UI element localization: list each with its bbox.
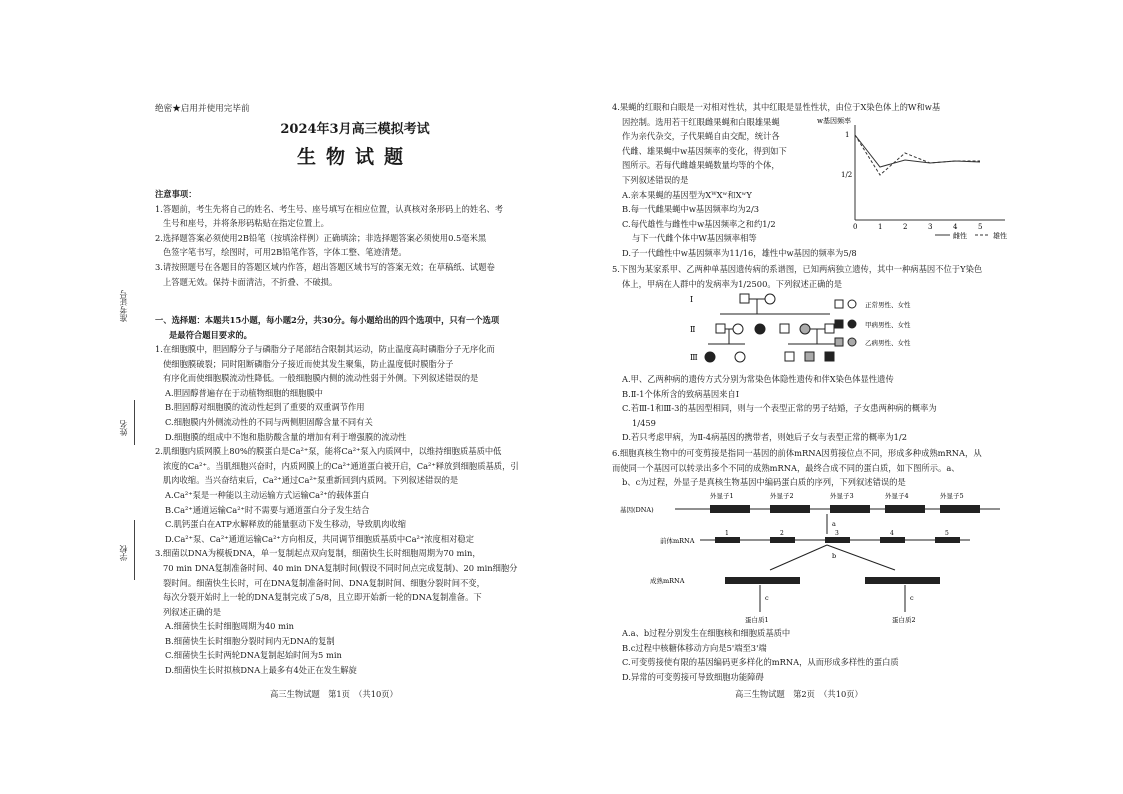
q4-line: 下列叙述错误的是 bbox=[622, 174, 689, 185]
q4-option: D.子一代雌性中w基因频率为11/16，雄性中w基因的频率为5/8 bbox=[622, 247, 857, 258]
q4-option: B.每一代雌果蝇中w基因频率均为2/3 bbox=[622, 204, 760, 215]
q5-options bbox=[612, 372, 1032, 445]
pedigree-affected-female bbox=[705, 352, 715, 362]
pedigree-female bbox=[733, 324, 743, 334]
pedigree-affected-female bbox=[800, 324, 810, 334]
pedigree-male bbox=[740, 294, 749, 303]
exon-number: 2 bbox=[780, 530, 784, 537]
exon-number: 3 bbox=[835, 530, 839, 537]
exon-number: 4 bbox=[890, 530, 894, 537]
exon-label: 外显子4 bbox=[885, 492, 909, 500]
legend-disease-a: 甲病男性、女性 bbox=[865, 321, 911, 329]
exon-block bbox=[940, 505, 980, 513]
q5-option: B.Ⅱ-1个体所含的致病基因来自Ⅰ bbox=[622, 388, 739, 399]
process-label: c bbox=[765, 594, 769, 602]
generation-label: Ⅱ bbox=[690, 325, 696, 334]
process-label: b bbox=[832, 552, 837, 560]
notice-block bbox=[155, 187, 555, 289]
section-heading bbox=[155, 313, 555, 342]
legend-female: 雌性 bbox=[953, 232, 967, 240]
protein-label: 蛋白质2 bbox=[892, 616, 916, 624]
series-female bbox=[855, 135, 980, 167]
mature-mrna-2 bbox=[865, 577, 940, 584]
pedigree-affected-male bbox=[805, 352, 814, 361]
q6-line: 6.细胞真核生物中的可变剪接是指同一基因的前体mRNA因剪接位点不同，形成多种成熟mRNA，从 bbox=[612, 448, 982, 458]
left-question-line: C.细菌快生长时两轮DNA复制起始时间为5 min bbox=[165, 650, 342, 661]
q4-frequency-chart bbox=[815, 115, 1015, 255]
notice-line: 色签字笔书写，绘图时，可用2B铅笔作答，字体工整、笔迹清楚。 bbox=[163, 247, 407, 258]
left-question-line: A.Ca²⁺泵是一种能以主动运输方式运输Ca²⁺的载体蛋白 bbox=[165, 489, 370, 500]
legend-normal: 正常男性、女性 bbox=[865, 301, 911, 309]
q5-option: D.若只考虑甲病，为Ⅱ-4病基因的携带者，则她后子女与表型正常的概率为1/2 bbox=[622, 432, 907, 443]
left-question-line: D.细菌快生长时拟核DNA上最多有4处正在发生解旋 bbox=[165, 665, 357, 676]
pedigree-female bbox=[735, 352, 745, 362]
exon-number: 1 bbox=[725, 530, 729, 537]
question-6 bbox=[612, 446, 1032, 490]
left-question-line: D.Ca²⁺泵、Ca²⁺通道运输Ca²⁺方向相反，共同调节细胞质基质中Ca²⁺浓度相对稳定 bbox=[165, 533, 475, 544]
q4-line: 图所示。若每代雌雄果蝇数量均等的个体， bbox=[622, 160, 780, 171]
q4-line: 作为亲代杂交，子代果蝇自由交配，统计各 bbox=[622, 131, 780, 142]
section-line: 是最符合题目要求的。 bbox=[169, 329, 252, 340]
left-questions bbox=[155, 342, 555, 678]
exon-label: 外显子2 bbox=[770, 492, 794, 500]
notice-line: 2.选择题答案必须使用2B铅笔（按填涂样例）正确填涂；非选择题答案必须使用0.5毫米黑 bbox=[155, 232, 487, 243]
left-question-line: 3.细菌以DNA为模板DNA，单一复制起点双向复制，细菌快生长时细胞周期为70 min， bbox=[155, 548, 481, 559]
left-question-line: A.胆固醇普遍存在于动植物细胞的细胞膜中 bbox=[165, 387, 323, 398]
left-question-line: 每次分裂开始时上一轮的DNA复制完成了5/8，且立即开始新一轮的DNA复制准备。下 bbox=[163, 592, 482, 603]
q6-option: D.异常的可变剪接可导致细胞功能障碍 bbox=[622, 671, 764, 682]
section-line: 一、选择题：本题共15小题，每小题2分，共30分。每小题给出的四个选项中，只有一个选项 bbox=[155, 315, 500, 325]
q5-option: A.甲、乙两种病的遗传方式分别为常染色体隐性遗传和伴X染色体显性遗传 bbox=[622, 374, 894, 384]
protein-label: 蛋白质1 bbox=[745, 616, 769, 624]
left-question-line: B.Ca²⁺通道运输Ca²⁺时不需要与通道蛋白分子发生结合 bbox=[165, 504, 370, 515]
chart-ylabel: w基因频率 bbox=[817, 117, 851, 125]
binding-line bbox=[134, 400, 135, 445]
q6-option: C.可变剪接使有限的基因编码更多样化的mRNA，从而形成多样性的蛋白质 bbox=[622, 657, 899, 668]
left-question-line: D.细胞膜的组成中不饱和脂肪酸含量的增加有利于增强膜的流动性 bbox=[165, 431, 407, 442]
exon-block bbox=[710, 505, 750, 513]
left-question-line: 有序化而使细胞膜流动性降低。一般细胞膜内侧的流动性弱于外侧。下列叙述错误的是 bbox=[163, 373, 479, 384]
pedigree-affected-female bbox=[755, 324, 765, 334]
q5-line: 5.下图为某家系甲、乙两种单基因遗传病的系谱图，已知两病独立遗传，其中一种病基因不位于Y染色 bbox=[612, 264, 983, 274]
q6-line: 而使同一个基因可以转录出多个不同的成熟mRNA，最终合成不同的蛋白质，如下图所示。a、 bbox=[612, 462, 960, 473]
notice-line: 3.请按照题号在各题目的答题区域内作答，超出答题区域书写的答案无效；在草稿纸、试题卷 bbox=[155, 261, 495, 272]
x-tick: 2 bbox=[903, 223, 908, 231]
left-question-line: B.细菌快生长时细胞分裂时间内无DNA的复制 bbox=[165, 635, 335, 646]
pedigree-male bbox=[785, 352, 794, 361]
binding-label-name: 姓名 bbox=[119, 420, 128, 436]
mature-mrna-1 bbox=[725, 577, 800, 584]
x-tick: 3 bbox=[928, 223, 933, 231]
legend-male: 雄性 bbox=[993, 232, 1007, 240]
pedigree-affected-male bbox=[825, 352, 834, 361]
right-footer: 高三生物试题 第2页 （共10页） bbox=[735, 689, 863, 699]
x-tick: 0 bbox=[853, 223, 858, 231]
mature-mrna-label: 成熟mRNA bbox=[650, 577, 685, 585]
y-tick: 1 bbox=[845, 131, 850, 139]
notice-line: 1.答题前，考生先将自己的姓名、考生号、座号填写在相应位置，认真核对条形码上的姓名、考 bbox=[155, 203, 504, 214]
q6-line: b、c为过程，外显子是真核生物基因中编码蛋白质的序列，下列叙述错误的是 bbox=[622, 477, 906, 488]
exam-title: 2024年3月高三模拟考试 bbox=[280, 122, 430, 137]
notice-line: 上答题无效。保持卡面清洁，不折叠、不破损。 bbox=[163, 276, 338, 287]
q4-line: 代雌、雄果蝇中w基因频率的变化，得到如下 bbox=[622, 145, 787, 156]
binding-line bbox=[134, 520, 135, 580]
left-question-line: C.细胞膜内外侧流动性的不同与两侧胆固醇含量不同有关 bbox=[165, 416, 373, 427]
left-question-line: C.肌钙蛋白在ATP水解释放的能量驱动下发生移动，导致肌肉收缩 bbox=[165, 519, 407, 530]
left-question-line: 2.肌细胞内质网膜上80%的膜蛋白是Ca²⁺泵，能将Ca²⁺泵入内质网中，以维持细胞质基质中低 bbox=[155, 446, 502, 457]
pedigree-female bbox=[765, 294, 775, 304]
subject-title: 生物试题 bbox=[296, 146, 413, 168]
secret-mark: 绝密★启用并使用完毕前 bbox=[155, 104, 250, 114]
left-question-line: 浓度的Ca²⁺。当肌细胞兴奋时，内质网膜上的Ca²⁺通道蛋白被开启，Ca²⁺释放到细胞质基质，引 bbox=[163, 460, 519, 471]
exon-block bbox=[885, 505, 925, 513]
exon-label: 外显子3 bbox=[830, 492, 854, 500]
exon-block bbox=[770, 505, 810, 513]
x-tick: 1 bbox=[878, 223, 883, 231]
pedigree-male bbox=[716, 324, 725, 333]
left-question-line: B.胆固醇对细胞膜的流动性起到了重要的双重调节作用 bbox=[165, 402, 365, 413]
q5-option: 1/459 bbox=[632, 417, 656, 428]
pedigree-male bbox=[780, 324, 789, 333]
left-question-line: 1.在细胞膜中，胆固醇分子与磷脂分子尾部结合限制其运动，防止温度高时磷脂分子无序化而 bbox=[155, 344, 495, 354]
exon-block bbox=[830, 505, 870, 513]
process-label: c bbox=[910, 594, 914, 602]
q5-line: 体上，甲病在人群中的发病率为1/2500。下列叙述正确的是 bbox=[622, 278, 843, 289]
q5-option: C.若Ⅲ-1和Ⅲ-3的基因型相同，则与一个表型正常的男子结婚，子女患两种病的概率为 bbox=[622, 403, 937, 414]
exon-number: 5 bbox=[945, 530, 949, 537]
q4-line: 4.果蝇的红眼和白眼是一对相对性状，其中红眼是显性性状，由位于X染色体上的W和w基 bbox=[612, 102, 941, 112]
series-male bbox=[855, 135, 980, 175]
left-question-line: A.细菌快生长时细胞周期为40 min bbox=[165, 621, 294, 632]
left-question-line: 裂时间。细菌快生长时，可在DNA复制准备时间、DNA复制时间、细胞分裂时间不变， bbox=[163, 577, 485, 588]
pedigree-male bbox=[825, 324, 834, 333]
generation-label: Ⅰ bbox=[690, 295, 694, 304]
process-label: a bbox=[832, 520, 836, 528]
binding-label-school: 学校 bbox=[119, 545, 128, 561]
q6-splicing-diagram bbox=[620, 490, 1020, 625]
exon-label: 外显子1 bbox=[710, 492, 734, 500]
left-question-line: 使细胞膜破裂；同时阻断磷脂分子接近而使其发生聚集，防止温度低时膜脂分子 bbox=[163, 358, 454, 369]
question-5 bbox=[612, 262, 1032, 291]
notice-heading: 注意事项： bbox=[155, 189, 197, 199]
q5-pedigree bbox=[620, 292, 980, 370]
q6-option: B.c过程中核糖体移动方向是5'端至3'端 bbox=[622, 642, 767, 653]
q4-option: C.每代雄性与雌性中w基因频率之和约1/2 bbox=[622, 218, 776, 229]
generation-label: Ⅲ bbox=[690, 353, 698, 362]
y-tick: 1/2 bbox=[841, 171, 853, 179]
exon-label: 外显子5 bbox=[940, 492, 964, 500]
left-question-line: 肌肉收缩。当兴奋结束后，Ca²⁺通过Ca²⁺泵重新回到内质网。下列叙述错误的是 bbox=[163, 475, 459, 486]
pre-mrna-label: 前体mRNA bbox=[660, 537, 695, 545]
q4-option: A.亲本果蝇的基因型为XᵂXʷ和XʷY bbox=[622, 189, 752, 200]
legend-disease-b: 乙病男性、女性 bbox=[865, 339, 911, 347]
q6-options bbox=[612, 626, 1032, 684]
q4-option: 与下一代雌个体中W基因频率相等 bbox=[632, 233, 757, 244]
x-tick: 5 bbox=[978, 223, 983, 231]
notice-line: 生号和座号，并将条形码粘贴在指定位置上。 bbox=[163, 218, 329, 229]
left-question-line: 列叙述正确的是 bbox=[163, 606, 222, 617]
q6-option: A.a、b过程分别发生在细胞核和细胞质基质中 bbox=[622, 628, 791, 638]
x-tick: 4 bbox=[953, 223, 958, 231]
dna-label: 基因(DNA) bbox=[620, 506, 654, 514]
q4-line: 因控制。选用若干红眼雌果蝇和白眼雄果蝇 bbox=[622, 116, 780, 127]
left-question-line: 70 min DNA复制准备时间、40 min DNA复制时间(假设不同时间点完成复制)、20 min细胞分 bbox=[163, 562, 518, 573]
left-footer: 高三生物试题 第1页 （共10页） bbox=[270, 689, 398, 699]
binding-label-exam-number: 准考证号 bbox=[119, 290, 128, 322]
